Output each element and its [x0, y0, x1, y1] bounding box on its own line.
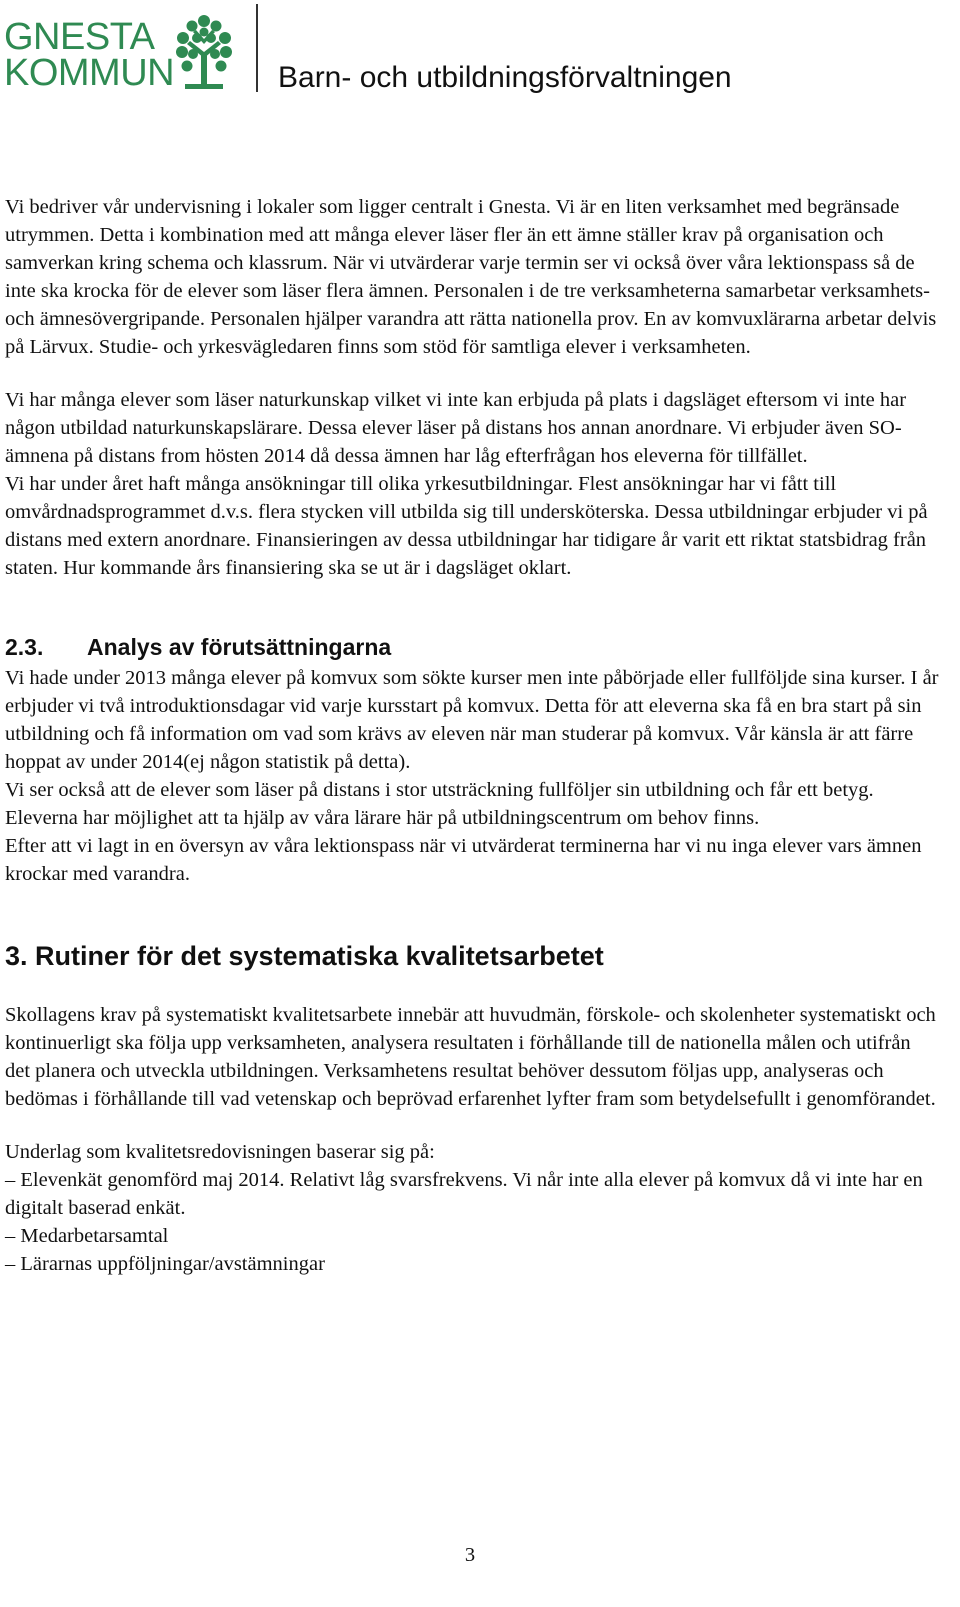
spacer: [5, 361, 940, 386]
department-title: Barn- och utbildningsförvaltningen: [278, 61, 732, 94]
spacer: [5, 582, 940, 630]
header-divider: [256, 4, 258, 92]
paragraph: Vi har under året haft många ansökningar till olika yrkesutbildningar. Flest ansökningar har vi fått till omvårdnadsprogrammet d.v.s. flera stycken vill utbilda sig till undersköterska. Dessa utbildningar erbjuder vi på distans med extern anordnare. Finansieringen av dessa utbildningar har tidigare år varit ett riktat statsbidrag från staten. Hur kommande års finansiering ska se ut är i dagsläget oklart.: [5, 473, 928, 579]
list-item: – Lärarnas uppföljningar/avstämningar: [5, 1253, 325, 1275]
spacer: [5, 976, 940, 1001]
section-title: Analys av förutsättningarna: [87, 634, 392, 660]
page-number: 3: [464, 1544, 476, 1566]
paragraph: Vi har många elever som läser naturkunskap vilket vi inte kan erbjuda på plats i dagsläget eftersom vi inte har någon utbildad naturkunskapslärare. Dessa elever läser på distans hos annan anordnare. Vi erbjuder även SO- ämnena på distans from hösten 2014 då dessa ämnen har låg efterfrågan hos eleverna för tillfället.: [5, 389, 907, 467]
section-number: 2.3.: [5, 634, 44, 660]
section-heading-3: 3. Rutiner för det systematiska kvalitetsarbetet: [5, 941, 604, 971]
logo-text-line2: KOMMUN: [4, 52, 175, 94]
spacer: [5, 888, 940, 936]
logo-text-line1: GNESTA: [4, 16, 155, 58]
gnesta-kommun-logo: [4, 10, 240, 92]
spacer: [5, 1113, 940, 1138]
paragraph: Vi bedriver vår undervisning i lokaler som ligger centralt i Gnesta. Vi är en liten verksamhet med begränsade utrymmen. Detta i kombination med att många elever läser fler än ett ämne ställer krav på organisation och samverkan kring schema och klassrum. När vi utvärderar varje termin ser vi också över våra lektionspass så de inte ska krocka för de elever som läser flera ämnen. Personalen i de tre verksamheterna samarbetar verksamhets- och ämnesövergripande. Personalen hjälper varandra att rätta nationella prov. En av komvuxlärarna arbetar delvis på Lärvux. Studie- och yrkesvägledaren finns som stöd för samtliga elever i verksamheten.: [5, 196, 937, 358]
paragraph: Efter att vi lagt in en översyn av våra lektionspass när vi utvärderat terminerna har vi nu inga elever vars ämnen krockar med varandra.: [5, 835, 922, 885]
list-item: – Elevenkät genomförd maj 2014. Relativt låg svarsfrekvens. Vi når inte alla elever på komvux då vi inte har en digitalt baserad enkät.: [5, 1169, 923, 1219]
section-heading-2-3: [5, 630, 940, 664]
list-item: – Medarbetarsamtal: [5, 1225, 169, 1247]
page-header: [0, 0, 960, 100]
document-body: [5, 193, 940, 1278]
tree-icon: [175, 14, 233, 92]
paragraph: Vi ser också att de elever som läser på distans i stor utsträckning fullföljer sin utbildning och får ett betyg. Eleverna har möjlighet att ta hjälp av våra lärare här på utbildningscentrum om behov finns.: [5, 779, 874, 829]
basis-heading: Underlag som kvalitetsredovisningen baserar sig på:: [5, 1141, 435, 1163]
paragraph: Vi hade under 2013 många elever på komvux som sökte kurser men inte påbörjade eller fullföljde sina kurser. I år erbjuder vi två introduktionsdagar vid varje kursstart på komvux. Detta för att eleverna ska få en bra start på sin utbildning och få information om vad som krävs av eleven när man studerar på komvux. Vår känsla är att färre hoppat av under 2014(ej någon statistik på detta).: [5, 667, 939, 773]
paragraph: Skollagens krav på systematiskt kvalitetsarbete innebär att huvudmän, förskole- och skolenheter systematiskt och kontinuerligt ska följa upp verksamheten, analysera resultaten i förhållande till de nationella målen och utifrån det planera och utveckla utbildningen. Verksamhetens resultat behöver dessutom följas upp, analyseras och bedömas i förhållande till vad vetenskap och beprövad erfarenhet lyfter fram som betydelsefullt i genomförandet.: [5, 1004, 936, 1110]
